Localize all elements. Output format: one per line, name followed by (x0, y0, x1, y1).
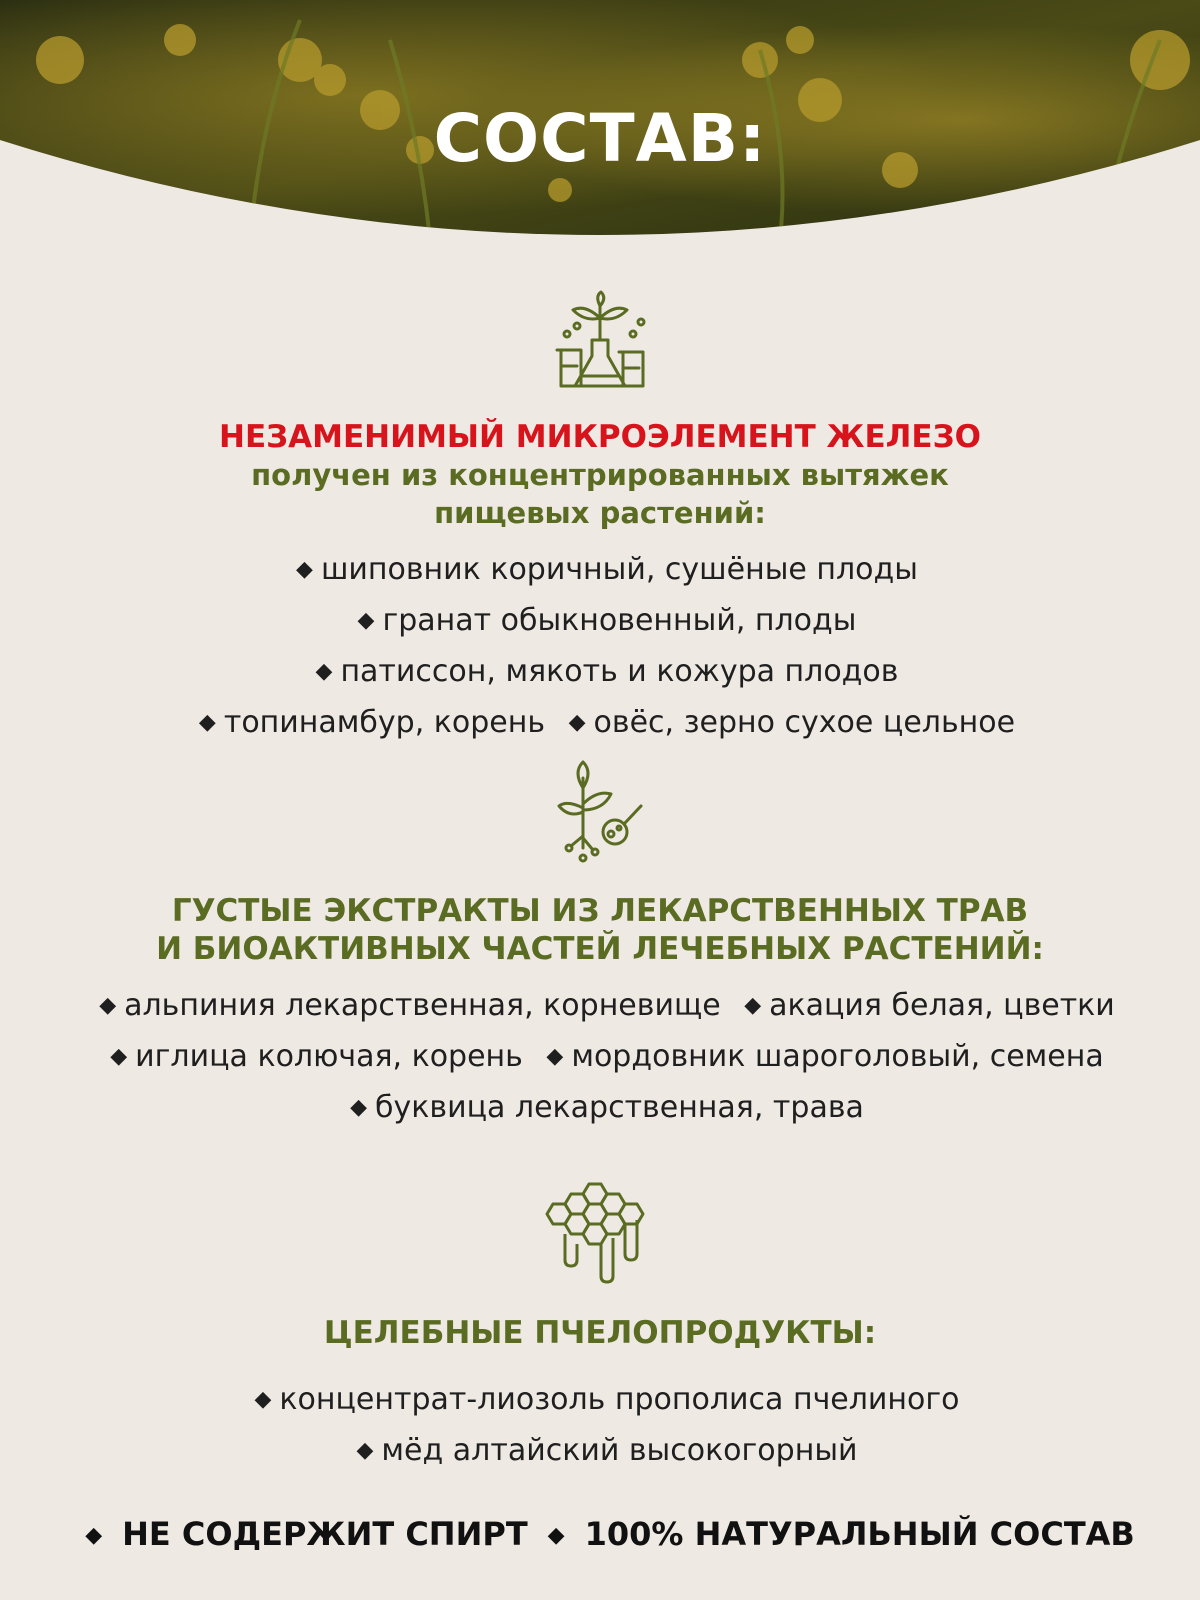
diamond-bullet-icon: ◆ (357, 608, 375, 633)
list-item: ◆ овёс, зерно сухое цельное (568, 705, 1016, 740)
ingredient-list (50, 546, 1150, 750)
section-heading-line2: И БИОАКТИВНЫХ ЧАСТЕЙ ЛЕЧЕБНЫХ РАСТЕНИЙ: (156, 931, 1044, 967)
diamond-bullet-icon: ◆ (315, 659, 333, 684)
diamond-bullet-icon: ◆ (546, 1044, 564, 1069)
section-heading-accent: НЕЗАМЕНИМЫЙ МИКРОЭЛЕМЕНТ ЖЕЛЕЗО (219, 419, 981, 455)
ingredient-list (50, 982, 1150, 1135)
section-heading-line1: ГУСТЫЕ ЭКСТРАКТЫ ИЗ ЛЕКАРСТВЕННЫХ ТРАВ (171, 893, 1029, 929)
footer-claims (0, 1515, 1200, 1553)
claim-no-alcohol: НЕ СОДЕРЖИТ СПИРТ (122, 1515, 528, 1553)
section-heading-line1: получен из концентрированных вытяжек (251, 458, 949, 492)
diamond-bullet-icon: ◆ (350, 1095, 368, 1120)
diamond-bullet-icon: ◆ (254, 1387, 272, 1412)
section-heading-line1: ЦЕЛЕБНЫЕ ПЧЕЛОПРОДУКТЫ: (323, 1315, 877, 1351)
honeycomb-icon (545, 1180, 655, 1290)
claim-natural: 100% НАТУРАЛЬНЫЙ СОСТАВ (584, 1515, 1135, 1553)
hero-banner (0, 0, 1200, 240)
diamond-bullet-icon: ◆ (85, 1523, 103, 1548)
section-iron (0, 290, 1200, 750)
diamond-bullet-icon: ◆ (547, 1523, 565, 1548)
herb-magnifier-icon (545, 758, 655, 868)
list-item: ◆ альпиния лекарственная, корневище (99, 988, 721, 1023)
ingredient-list (50, 1376, 1150, 1478)
diamond-bullet-icon: ◆ (110, 1044, 128, 1069)
list-item: ◆ концентрат-лиозоль прополиса пчелиного (254, 1382, 960, 1417)
diamond-bullet-icon: ◆ (198, 710, 216, 735)
list-item: ◆ патиссон, мякоть и кожура плодов (315, 654, 899, 689)
section-heading-line2: пищевых растений: (434, 496, 766, 530)
diamond-bullet-icon: ◆ (296, 557, 313, 582)
section-bee-products (0, 1180, 1200, 1478)
page-title: СОСТАВ: (433, 100, 767, 177)
diamond-bullet-icon: ◆ (99, 993, 117, 1018)
list-item: ◆ гранат обыкновенный, плоды (357, 603, 857, 638)
section-herbal-extracts (0, 758, 1200, 1135)
list-item: ◆ мордовник шароголовый, семена (546, 1039, 1104, 1074)
list-item: ◆ шиповник коричный, сушёные плоды (296, 552, 918, 587)
diamond-bullet-icon: ◆ (568, 710, 586, 735)
diamond-bullet-icon: ◆ (356, 1438, 374, 1463)
diamond-bullet-icon: ◆ (744, 993, 762, 1018)
list-item: ◆ топинамбур, корень (198, 705, 546, 740)
list-item: ◆ акация белая, цветки (744, 988, 1115, 1023)
plant-lab-flask-icon (545, 290, 655, 400)
list-item: ◆ иглица колючая, корень (110, 1039, 523, 1074)
list-item: ◆ буквица лекарственная, трава (350, 1090, 864, 1125)
list-item: ◆ мёд алтайский высокогорный (356, 1433, 858, 1468)
